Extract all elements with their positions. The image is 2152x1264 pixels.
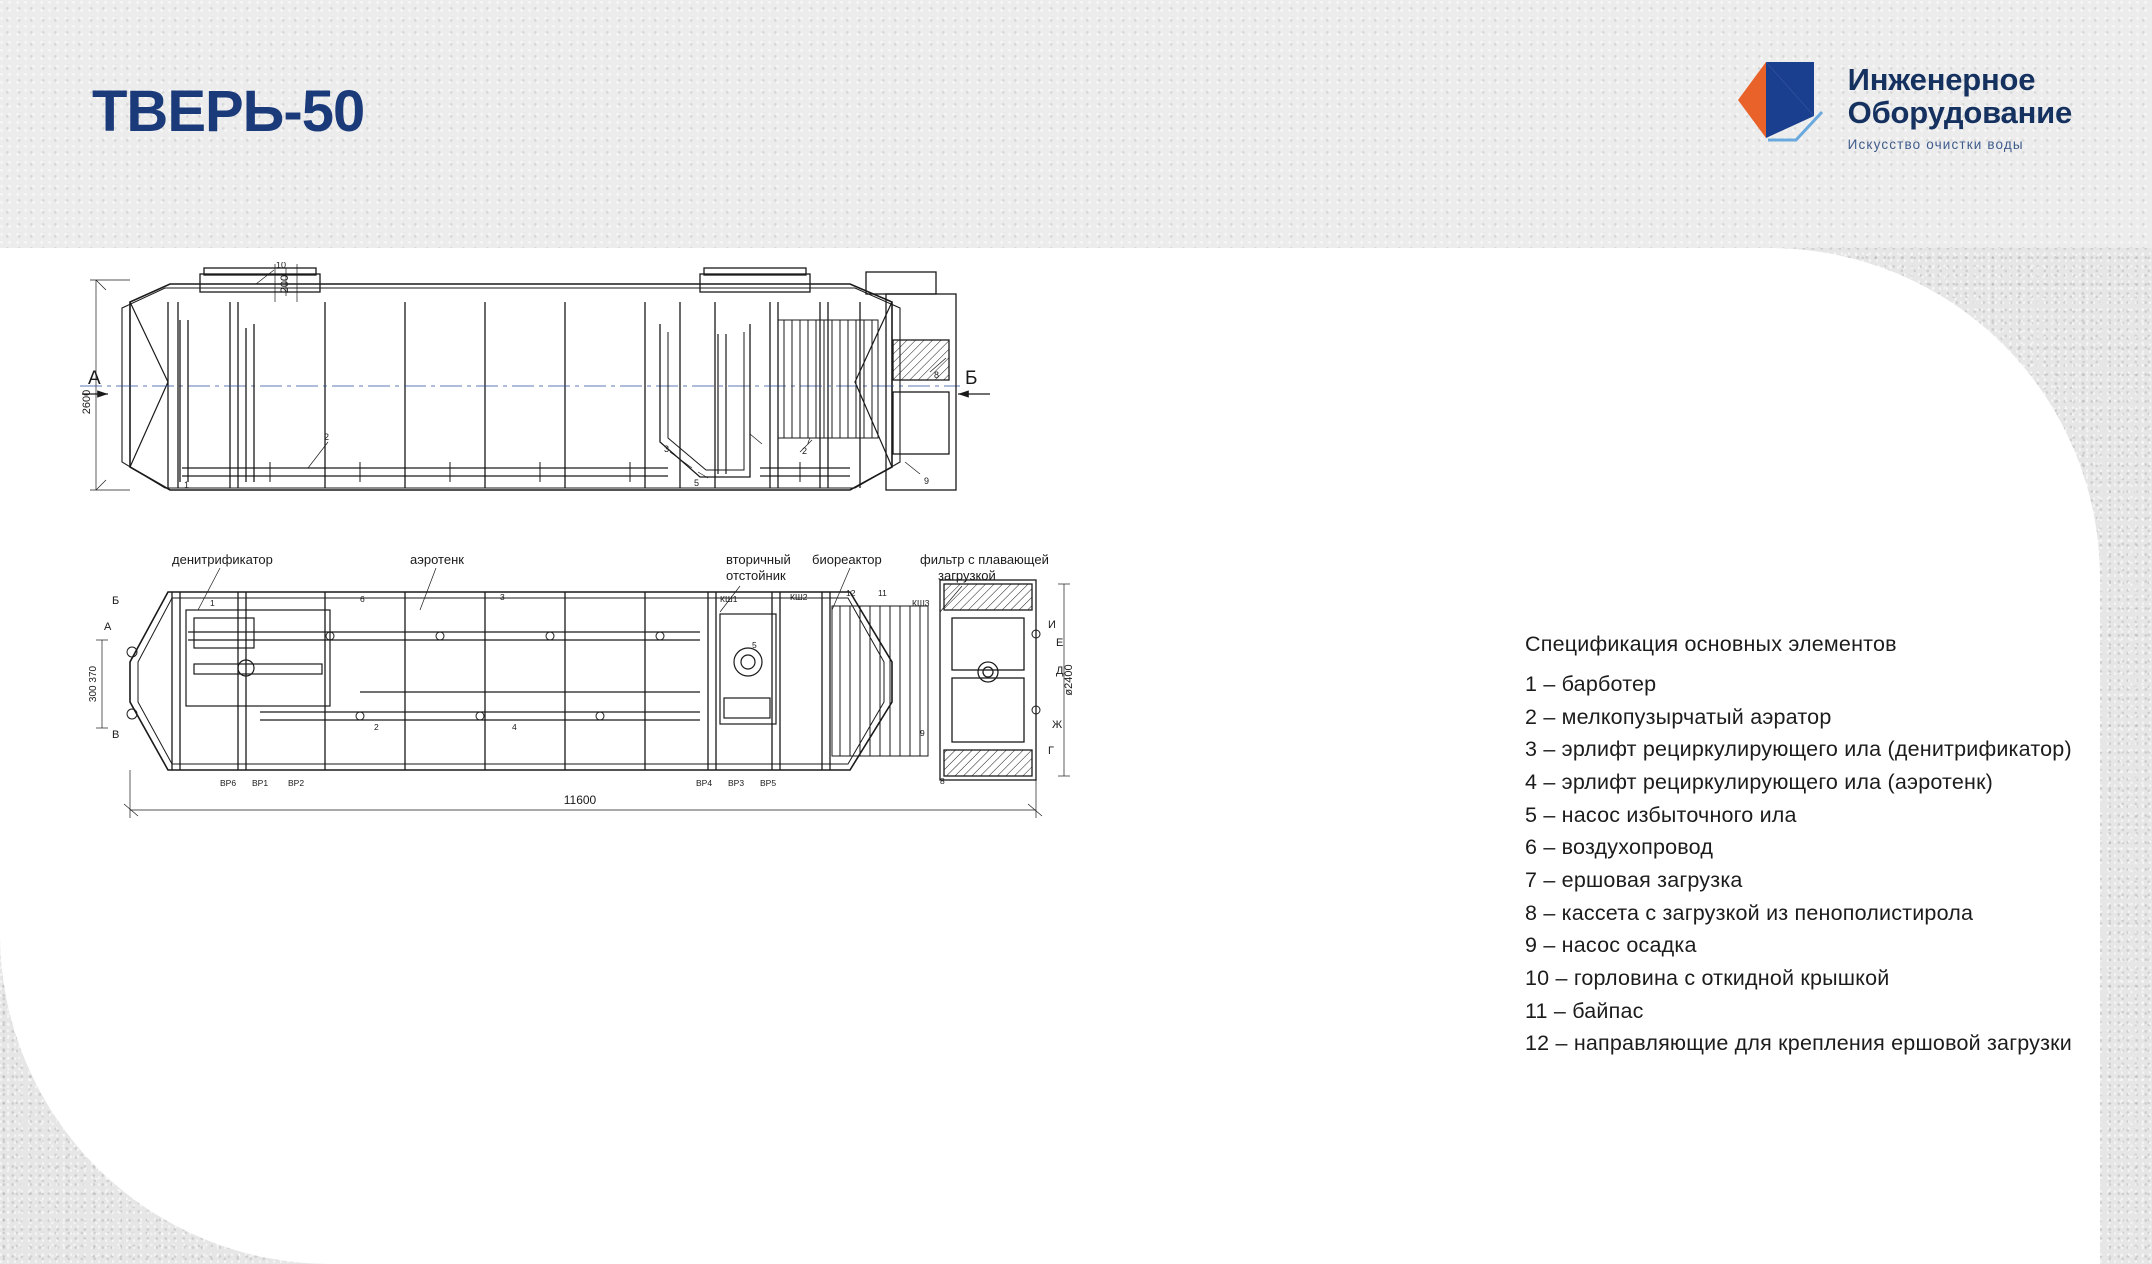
svg-text:11: 11 xyxy=(878,588,887,598)
svg-text:2: 2 xyxy=(802,446,808,456)
page-header xyxy=(0,0,2152,248)
svg-text:А: А xyxy=(88,368,101,389)
svg-text:9: 9 xyxy=(924,476,930,486)
svg-text:5: 5 xyxy=(752,640,757,650)
logo-tagline: Искусство очистки воды xyxy=(1847,136,2024,152)
svg-text:аэротенк: аэротенк xyxy=(410,552,464,567)
svg-text:8: 8 xyxy=(940,776,945,786)
svg-text:8: 8 xyxy=(934,370,940,380)
svg-text:2600: 2600 xyxy=(81,389,93,415)
specification-title: Спецификация основных элементов xyxy=(1525,632,1897,656)
svg-text:2: 2 xyxy=(374,722,379,732)
svg-text:отстойник: отстойник xyxy=(726,568,786,583)
svg-text:3: 3 xyxy=(500,592,505,602)
svg-text:ВР1: ВР1 xyxy=(252,778,269,788)
svg-text:1: 1 xyxy=(210,598,215,608)
svg-text:7: 7 xyxy=(806,436,812,446)
svg-text:биореактор: биореактор xyxy=(812,552,882,567)
svg-text:И: И xyxy=(1048,619,1056,631)
svg-text:12: 12 xyxy=(846,588,856,598)
svg-text:ВР6: ВР6 xyxy=(220,778,237,788)
svg-text:Ж: Ж xyxy=(1052,719,1063,731)
svg-text:фильтр с плавающей: фильтр с плавающей xyxy=(920,552,1049,567)
svg-text:денитрификатор: денитрификатор xyxy=(172,552,273,567)
svg-text:5: 5 xyxy=(694,478,700,488)
svg-text:9: 9 xyxy=(920,728,925,738)
svg-text:ø2400: ø2400 xyxy=(1063,664,1075,696)
svg-text:300 370: 300 370 xyxy=(88,665,99,703)
svg-text:загрузкой: загрузкой xyxy=(938,568,996,583)
svg-text:КШ2: КШ2 xyxy=(790,592,808,602)
svg-text:6: 6 xyxy=(360,594,365,604)
svg-text:Е: Е xyxy=(1056,637,1064,649)
logo-text xyxy=(1848,60,2072,152)
spec-item: 10 – горловина с откидной крышкой xyxy=(1525,966,1890,991)
spec-item: 12 – направляющие для крепления ершовой загрузки xyxy=(1525,1031,2072,1056)
technical-drawing xyxy=(60,262,1490,1092)
spec-item: 5 – насос избыточного ила xyxy=(1525,802,1797,827)
svg-text:ВР5: ВР5 xyxy=(760,778,777,788)
logo-line-2: Оборудование xyxy=(1847,94,2072,130)
specification-list xyxy=(1525,632,2085,1060)
svg-text:А: А xyxy=(104,621,112,633)
svg-text:Б: Б xyxy=(965,368,978,389)
svg-text:1: 1 xyxy=(184,480,190,490)
spec-item: 3 – эрлифт рециркулирующего ила (денитрификатор) xyxy=(1525,737,2072,762)
spec-item: 7 – ершовая загрузка xyxy=(1525,868,1743,893)
svg-text:Г: Г xyxy=(1048,745,1054,757)
spec-item: 6 – воздухопровод xyxy=(1525,835,1714,860)
svg-text:КШ3: КШ3 xyxy=(912,598,930,608)
svg-text:ВР2: ВР2 xyxy=(288,778,305,788)
svg-text:10: 10 xyxy=(276,262,287,270)
svg-text:вторичный: вторичный xyxy=(726,552,791,567)
svg-text:11600: 11600 xyxy=(563,793,597,807)
spec-item: 8 – кассета с загрузкой из пенополистирола xyxy=(1525,900,1974,925)
page-title: ТВЕРЬ-50 xyxy=(92,79,365,144)
logo-line-1: Инженерное xyxy=(1847,62,2036,97)
svg-text:3: 3 xyxy=(664,444,670,454)
svg-text:2: 2 xyxy=(324,432,330,442)
svg-text:4: 4 xyxy=(512,722,517,732)
svg-text:КШ1: КШ1 xyxy=(720,594,738,604)
logo-mark-icon xyxy=(1736,60,1832,146)
spec-item: 2 – мелкопузырчатый аэратор xyxy=(1525,704,1832,729)
spec-item: 1 – барботер xyxy=(1525,672,1657,696)
svg-text:В: В xyxy=(112,729,120,741)
svg-text:ВР3: ВР3 xyxy=(728,778,745,788)
svg-text:Д: Д xyxy=(1056,665,1064,677)
spec-item: 4 – эрлифт рециркулирующего ила (аэротенк) xyxy=(1525,770,1994,795)
svg-text:200: 200 xyxy=(279,274,291,294)
company-logo xyxy=(1736,60,2072,152)
spec-item: 11 – байпас xyxy=(1525,998,1644,1023)
spec-item: 9 – насос осадка xyxy=(1525,933,1697,958)
svg-text:Б: Б xyxy=(112,595,120,607)
svg-text:ВР4: ВР4 xyxy=(696,778,713,788)
